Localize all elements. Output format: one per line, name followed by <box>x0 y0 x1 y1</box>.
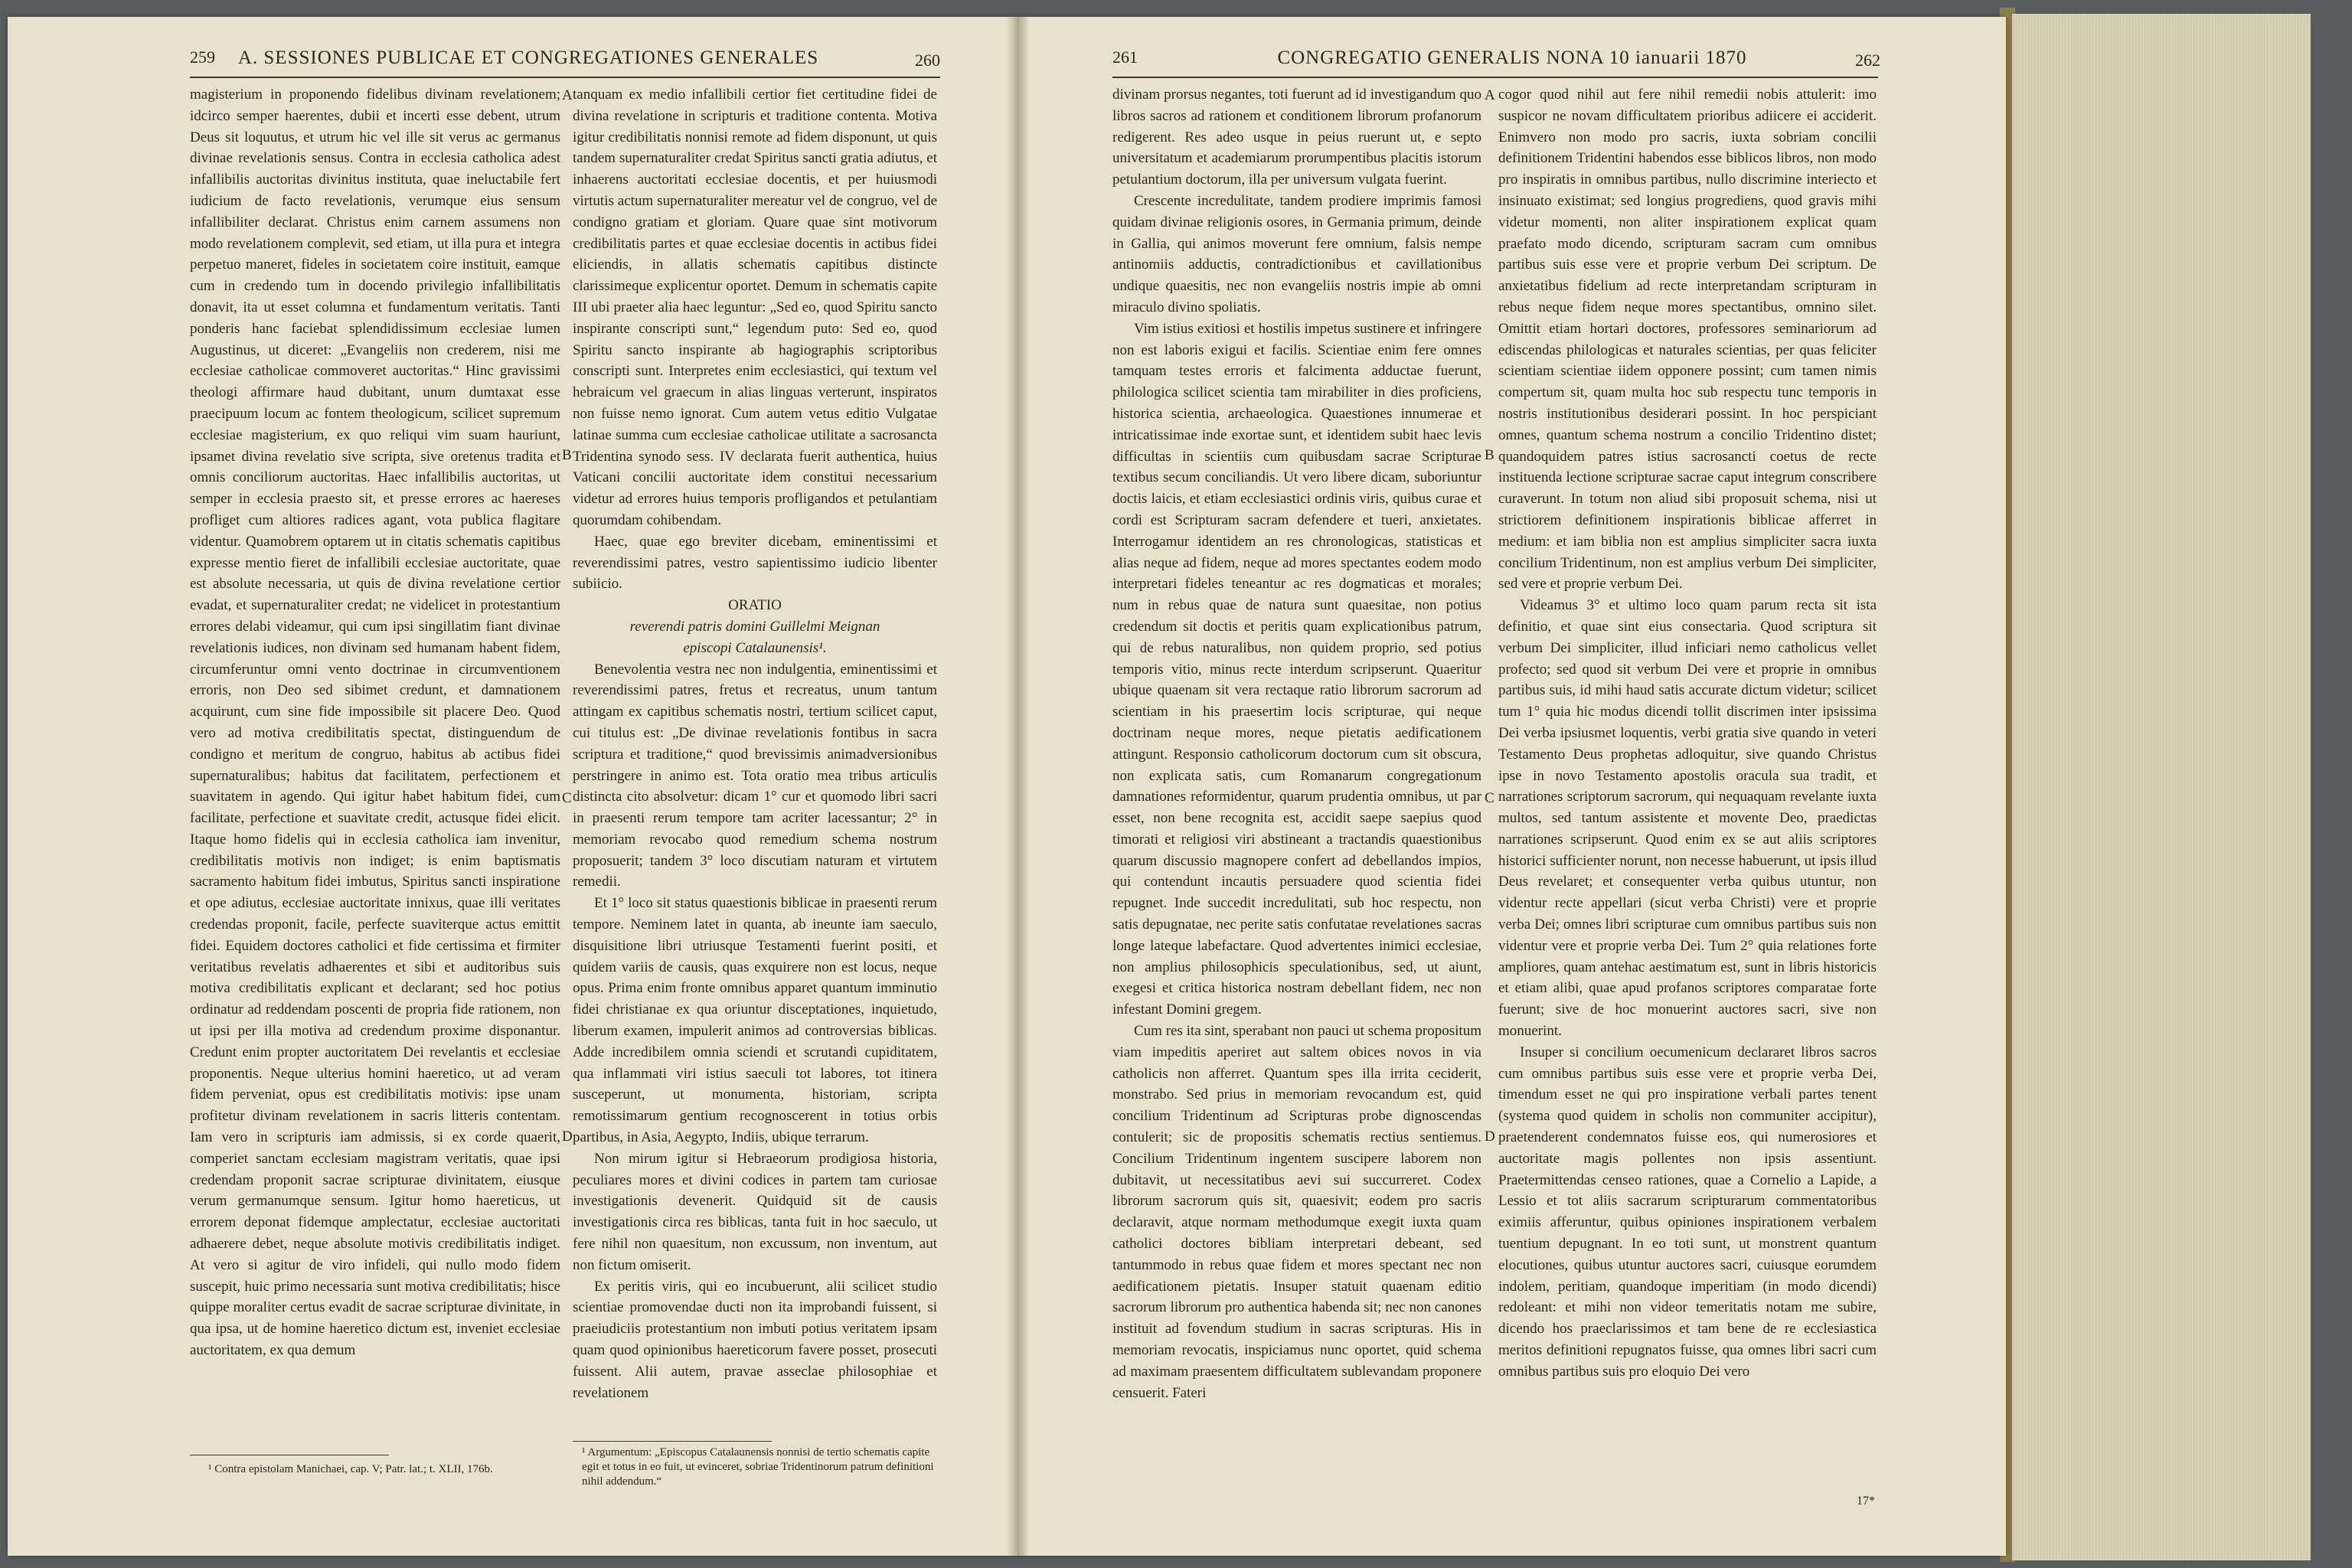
right-page <box>1030 17 2006 1556</box>
header-rule-left <box>190 77 940 78</box>
running-head-right: CONGREGATIO GENERALIS NONA 10 ianuarii 1870 <box>1277 47 1747 68</box>
left-col2b-para4: Ex peritis viris, qui eo incubuerunt, alii scilicet studio scientiae promovendae ducti non ita improbandi fuissent, si praeiudiciis protestantium non imbuti potius veritatem ipsam quam quod opinionibus haereticorum favere posset, prosecuti fuissent. Alii autem, pravae asseclae philosophiae et revelationem <box>573 1278 937 1401</box>
book-page-edges <box>2012 14 2311 1560</box>
book-spread <box>8 17 2006 1556</box>
page-number-259: 259 <box>190 47 215 67</box>
left-col2b-para1: Benevolentia vestra nec non indulgentia, eminentissimi et reverendissimi patres, fretus et recreatus, unum tantum attingam ex capitibus schematis nostri, tertium scilicet caput, cui titulus est: „De divinae revelationis fontibus in sacra scriptura et traditione,“ quod brevissimis animadversionibus perstringere in animo est. Tota oratio mea tribus articulis distincta cito absolvetur: dicam 1° cur et quomodo libri sacri in praesenti rerum tempore tam acriter lacessantur; 2° in memoriam revocabo quod remedium schema nostrum proposuerit; tandem 3° loco discutiam naturam et virtutem remedii. <box>573 661 937 890</box>
oratio-title: ORATIO <box>728 597 782 614</box>
right-col2-para1: cogor quod nihil aut fere nihil remedii nobis attulerit: imo suspicor ne novam difficultatem prioribus adiicere ei acciderit. Enimvero non modo pro sacris, iuxta sobriam concilii definitionem Tridentini habendos esse biblicos libros, non modo pro inspiratis in omnibus partibus, nullo discrimine interiecto et insinuato existimat; sed longius progrediens, quod gravis mihi videtur momenti, non aliter inspirationem explicat quam praefato modo dicendo, scripturam sacram cum omnibus partibus suis esse vere et proprie verbum Dei scriptum. De anxietatibus fidelium ad recte interpretandam scripturam in rebus neque fidem neque mores spectantibus, omnino silet. Omittit etiam hortari doctores, professores seminariorum ad ediscendas philologicas et naturales scientias, per quas feliciter scientiam scientiae iidem opponere possint; cum tamen nimis compertum sit, quam multa hoc sub respectu tunc temporis in nostris institutionibus desiderari possint. In hoc perspiciant omnes, quantum schema nostrum a concilio Tridentino distet; quandoquidem patres istius sacrosancti coetus de recte instituenda lectione scripturae sacrae caput integrum conscribere curaverunt. In totum non aliud sibi proposuit schema, nisi ut strictiorem definitionem inspirationis biblicae afferret in medium: et iam biblia non est amplius simpliciter sacra iuxta concilium Tridentinum, non est amplius verbum Dei simpliciter, sed vere et proprie verbum Dei. <box>1498 87 1877 593</box>
margin-letter-d: D <box>562 1129 573 1145</box>
right-col2-para2: Videamus 3° et ultimo loco quam parum recta sit ista definitio, et quae sint eius consectaria. Quod scriptura sit verbum Dei simpliciter, illud inficiari nemo catholicus vellet profecto; sed quod sit verbum Dei vere et proprie in omnibus partibus suis, id mihi haud satis accurate dictum videtur; scilicet tum 1° quia hic modus dicendi tollit discrimen inter ipsissima Dei verba ipsiusmet loquentis, verbi gratia sive quando in veteri Testamento Deus prophetas adloquitur, sive quando Christus ipse in novo Testamento apostolis oracula sua tradit, et narrationes scriptorum sacrorum, qui nequaquam revelante iuxta multos, sed tantum assistente et movente Deo, praedictas narrationes scripserunt. Quod enim ex se aut aliis scriptores historici sufficienter norunt, non necesse habuerunt, ut ipsis illud Deus revelaret; et consequenter verba quibus utuntur, non videntur recte appellari (sicut verba Christi) vere et proprie verba Dei; omnes libri scripturae cum omnibus partibus suis non videntur vere et proprie verba Dei. Tum 2° quia relationes forte ampliores, quam antehac aestimatum est, sunt in libris historicis et etiam alibi, quae apud profanos scriptores comparatae forte fuerunt; sive de hoc monuerint auctores sacri, sive non monuerint. <box>1498 597 1877 1040</box>
oratio-subtitle-1: reverendi patris domini Guillelmi Meignan <box>629 618 880 635</box>
footnote-left-col1: ¹ Contra epistolam Manichaei, cap. V; Patr. lat.; t. XLII, 176b. <box>208 1463 493 1475</box>
left-col2b-para3: Non mirum igitur si Hebraeorum prodigiosa historia, peculiares mores et divini codices in partem tam curiosae investigationis devenerit. Quidquid sit de causis investigationis circa res biblicas, tanta fuit in hoc saeculo, ut fere nihil non quaesitum, non excussum, non inventum, aut non fictum omiserit. <box>573 1150 937 1273</box>
right-col2-para3: Insuper si concilium oecumenicum declararet libros sacros cum omnibus partibus suis esse vere et proprie verba Dei, timendum esset ne qui pro inspiratione verbali partes tenent (systema quod quidem in scholis non communiter accipitur), praetenderent condemnatos fuisse eos, qui numerosiores et auctoritate magis pollentes non ipsis assentiunt. Praetermittendas censeo rationes, quae a Cornelio a Lapide, a Lessio et tot aliis sacrarum scripturarum commentatoribus eximiis afferuntur, quibus opiniones inspirationem verbalem tuentium depugnant. In eo toti sunt, ut monstrent quantum elocutiones, quibus utuntur auctores sacri, cuiusque eorumdem indolem, peritiam, quandoque imperitiam (in modo dicendi) redoleant: et mihi non videor temeritatis notam me subire, dicendo hos praeclarissimos et tam bene de re ecclesiastica meritos definitioni repugnatos fuisse, qua omnes libri sacri cum omnibus partibus suis pro eloquio Dei vero <box>1498 1044 1877 1380</box>
margin-letter-a-right: A <box>1485 87 1495 103</box>
margin-letter-a: A <box>562 87 573 103</box>
margin-letter-c-right: C <box>1485 790 1494 806</box>
margin-letter-c: C <box>562 790 572 806</box>
right-col-1 <box>1112 84 1481 1403</box>
page-number-261: 261 <box>1112 47 1138 67</box>
left-col2b-para2: Et 1° loco sit status quaestionis biblicae in praesenti rerum tempore. Neminem latet in quanta, ab ineunte iam saeculo, disquisitione libri utriusque Testamenti fuerint positi, et quidem variis de causis, quas exquirere non est locus, neque opus. Prima enim fronte omnibus apparet quantum imminutio fidei christianae ex qua oriuntur disceptationes, inquietudo, liberum examen, impulerit animos ad controversias biblicas. Adde incredibilem omnia sciendi et scrutandi cupiditatem, qua inflammati viri istius saeculi tot labores, tot itinera susceperunt, ut monumenta, historiam, scripta remotissimarum gentium recognoscerent in totius orbis partibus, in Asia, Aegypto, Indiis, ubique terrarum. <box>573 895 937 1146</box>
right-col1-para2: Crescente incredulitate, tandem prodiere imprimis famosi quidam divinae religionis osores, in Germania primum, deinde in Gallia, qui animos moverunt fere omnium, falsis nempe antinomiis adductis, contradictionibus et cavillationibus undique quaesitis, nec non evangeliis nostris impie ab omni miraculo divino spoliatis. <box>1112 192 1481 315</box>
oratio-subtitle-2: episcopi Catalaunensis¹. <box>683 639 827 656</box>
header-rule-right <box>1112 77 1878 78</box>
right-col-2 <box>1498 84 1877 1383</box>
margin-letter-d-right: D <box>1485 1129 1495 1145</box>
left-col2-para1: tanquam ex medio infallibili certior fiet certitudine fidei de divina revelatione in scripturis et traditione contenta. Motiva igitur credibilitatis nonnisi remote ad fidem disponunt, ut quis tandem supernaturaliter credat Spiritus sancti gratia adiutus, et inhaerens auctoritati ecclesiae docentis, et per huiusmodi virtutis actum supernaturaliter mereatur vel de congruo, vel de condigno gratiam et gloriam. Quare quae sint motivorum credibilitatis partes et quae ecclesiae docentis in actibus fidei eliciendis, in allatis schematis capitibus distincte clarissimeque explicentur oportet. Demum in schematis capite III ubi praeter alia haec leguntur: „Sed eo, quod Spiritu sancto inspirante conscripti sunt,“ legendum puto: Sed eo, quod Spiritu sancto inspirante ab hagiographis scriptoribus conscripti sunt. Interpretes enim ecclesiastici, qui textum vel hebraicum vel graecum in alias linguas verterunt, inspiratos non fuisse nemo ignorat. Cum autem vetus editio Vulgatae latinae summa cum ecclesiae catholicae utilitate a sacrosancta Tridentina synodo sess. IV declarata fuerit authentica, huius Vaticani concilii auctoritate idem constitui necessarium videtur ad errores huius temporis profligandos et petulantiam quorumdam cohibendam. <box>573 87 937 528</box>
left-col-1 <box>190 84 560 1361</box>
book-gutter <box>1007 17 1030 1556</box>
signature-mark: 17* <box>1857 1494 1875 1508</box>
left-col1-text: magisterium in proponendo fidelibus divinam revelationem; idcirco semper haerentes, dubii et incerti esse debent, utrum Deus sit loquutus, et utrum hic vel ille sit verus ac germanus divinae revelationis sensus. Contra in ecclesia catholica adest infallibilis auctoritas divinitus instituta, quae ineluctabile fert iudicium de facto revelationis, verumque eius sensum infallibiliter declarat. Christus enim carnem assumens non modo revelationem complevit, sed etiam, ut illa pura et integra perpetuo maneret, fideles in societatem coire instituit, eamque cum in credendo tum in docendo privilegio infallibilitatis donavit, ita ut esset columna et fundamentum veritatis. Tanti ponderis hanc faciebat splendidissimum ecclesiae lumen Augustinus, ut diceret: „Evangeliis non crederem, nisi me ecclesiae catholicae commoveret auctoritas.“ Hinc gravissimi theologi affirmare haud dubitant, unum dumtaxat esse praecipuum locum ac fontem theologicum, scilicet supremum ecclesiae magisterium, ex quo reliqui vim suam hauriunt, ipsamet divina revelatio sive scripta, sive oretenus tradita et omnis conciliorum auctoritas. Haec infallibilis auctoritas, ut semper in ecclesia praesto sit, et presse errores ac haereses profliget cum altiores radices agant, vota publica flagitare videntur. Quamobrem optarem ut in citatis schematis capitibus expresse mentio fieret de infallibili ecclesiae auctoritate, quae est absolute necessaria, ut quis de divina revelatione certior evadat, et supernaturaliter credat; ne videlicet in protestantium errores delabi videamur, qui cum ipsi singillatim fiant divinae revelationis iudices, non divinam sed humanam habent fidem, circumferuntur omni vento doctrinae in circumventionem erroris, non Deo sed sibimet credunt, et damnationem acquirunt, cum sine fide impossibile sit placere Deo. Quod vero ad motiva credibilitatis spectat, distinguendum de condigno et meritum de congruo, habitus ab actibus fidei supernaturalibus; habitus dat facilitatem, perfectionem et suavitatem in agendo. Qui igitur habet habitum fidei, cum facilitate, perfectione et suavitate credit, actusque fidei elicit. Itaque homo fidelis qui in ecclesia catholica iam invenitur, credibilitatis motivis non indiget; is enim baptismatis sacramento habitum fidei imbutus, Spiritus sancti inspiratione et ope adiutus, ecclesiae auctoritate innixus, quae illi veritates credendas proponit, facile, perfecte suaviterque actus emittit fidei. Equidem doctores catholici et fide certissima et firmiter veritatibus revelatis adhaerentes et sibi et auditoribus suis motiva credibilitatis explicant et declarant; sed hoc potius ordinatur ad reddendam poscenti de propria fide rationem, non ut ipsi per illa motiva ad credendum proxime disponantur. Credunt enim propter auctoritatem Dei revelantis et ecclesiae proponentis. Neque ulterius homini haeretico, ut ad veram fidem perveniat, opus est credibilitatis motivis: ipse unam profitetur divinam revelationem in sacris litteris contentam. Iam vero in scripturis iam admissis, si ex corde quaerit, comperiet sanctam ecclesiam magistram veritatis, quae ipsi credendam proponit sacrae scripturae divinitatem, eiusque verum germanumque sensum. Igitur homo haereticus, ut errorem deponat fidemque amplectatur, ecclesiae auctoritati adhaerere debet, neque absolute motivis credibilitatis indiget. At vero si agitur de viro infideli, qui nullo modo fidem suscepit, huic primo necessaria sunt motiva credibilitatis; hisce quippe moraliter certus evadit de sacrae scripturae divinitate, in qua ipsa, ut de homine haeretico dictum est, inveniet ecclesiae auctoritatem, ex qua demum <box>190 87 560 1359</box>
left-col-2 <box>573 84 937 1403</box>
footnote-rule-2 <box>573 1441 772 1442</box>
right-col1-para3: Vim istius exitiosi et hostilis impetus sustinere et infringere non est laboris exigui et facilis. Scientiae enim fere omnes tamquam testes erroris et falcimenta adductae fuerunt, philologica scilicet scientia tam mirabiliter in dies proficiens, historica scientia, archaeologica. Quaestiones innumerae et intricatissimae inde exortae sunt, et identidem subit haec levis difficultas in scientiis cum quibusdam sacrae Scripturae textibus secum conciliandis. Ut vero libere dicam, suboriuntur doctis laicis, et etiam ecclesiastici ordinis viris, quibus curae et cordi est Scripturam sacram defendere et tueri, anxietates. Interrogamur identidem an res chronologicas, statisticas et alias neque ad fidem, neque ad mores spectantes eodem modo interpretari fideles teneantur ac res dogmaticas et morales; num in rebus quae de natura sunt quaesitae, non potius credendum sit doctis et peritis quam explicationibus patrum, qui de rebus naturalibus, non quidem proprio, sed potius temporis vitio, minus recte interdum scripserunt. Quaeritur ubique quaenam sit vera rectaque ratio librorum sacrorum ad scientiam in his praesertim locis scripturae, qui neque doctrinam neque mores, neque pietatis aedificationem attingunt. Responsio catholicorum doctorum cum sit obscura, non explicata satis, cum Romanarum congregationum damnationes reformidentur, quarum prudentia omnibus, ut par esset, non bene recognita est, accidit saepe saepius quod timorati et religiosi viri abstineant a tractandis quaestionibus quarum discussio magnopere confert ad debellandos impios, qui contendunt incautis persuadere quod scientia fidei repugnet. Inde succedit incredulitati, sub hoc respectu, non satis depugnatae, nec perite satis confutatae revelationes sacras longe lateque labefactare. Quod advertentes inimici ecclesiae, non amplius philosophicis speculationibus, sed, ut aiunt, exegesi et critica historica nostram debellant fidem, nec non infestant Domini gregem. <box>1112 320 1481 1018</box>
margin-letter-b: B <box>562 447 572 463</box>
left-col2-para2: Haec, quae ego breviter dicebam, eminentissimi et reverendissimi patres, vestro sapientissimo iudicio libenter subiicio. <box>573 533 937 593</box>
right-col1-para4: Cum res ita sint, sperabant non pauci ut schema propositum viam impeditis aperiret aut saltem obices novos in via catholicis non afferret. Quantum spes illa irrita ceciderit, monstrabo. Sed prius in memoriam revocandum est, quid concilium Tridentinum ad Scripturas probe dignoscendas contulerit; sic de propositis schematis rectius sentiemus. Concilium Tridentinum ingentem suscipere laborem non dubitavit, ut necessitatibus aevi sui succurreret. Codex librorum sacrorum quis sit, quaesivit; eodem pro sacris declaravit, atque normam methodumque exegit iuxta quam catholici doctores bibliam interpretari debeant, sed tantummodo in rebus quae fidem et mores spectant nec non aedificationem pietatis. Insuper statuit quaenam editio sacrorum librorum pro authentica habenda sit; nec non canones instituit ad fovendum studium in sacras scripturas. His in memoriam revocatis, inspiciamus nunc oportet, quid schema ad maximam praesentem difficultatem sublevandam proponere censuerit. Fateri <box>1112 1023 1481 1401</box>
footnote-left-col2: ¹ Argumentum: „Episcopus Catalaunensis nonnisi de tertio schematis capite egit et totus in eo fuit, ut evinceret, sobriae Tridentinorum patrum definitioni nihil addendum.“ <box>582 1446 934 1488</box>
left-page <box>8 17 1007 1556</box>
page-number-262: 262 <box>1855 51 1880 70</box>
running-head-left: A. SESSIONES PUBLICAE ET CONGREGATIONES GENERALES <box>237 47 819 68</box>
right-col1-para1: divinam prorsus negantes, toti fuerunt ad id investigandum quo libros sacros ad rationem et conditionem librorum profanorum redigerent. Res adeo usque in peius ruerunt ut, e septo universitatum et academiarum prorumpentibus placitis istorum petulantium doctorum, illa per universum vulgata fuerint. <box>1112 87 1481 188</box>
margin-letter-b-right: B <box>1485 447 1494 463</box>
page-number-260: 260 <box>915 51 940 70</box>
